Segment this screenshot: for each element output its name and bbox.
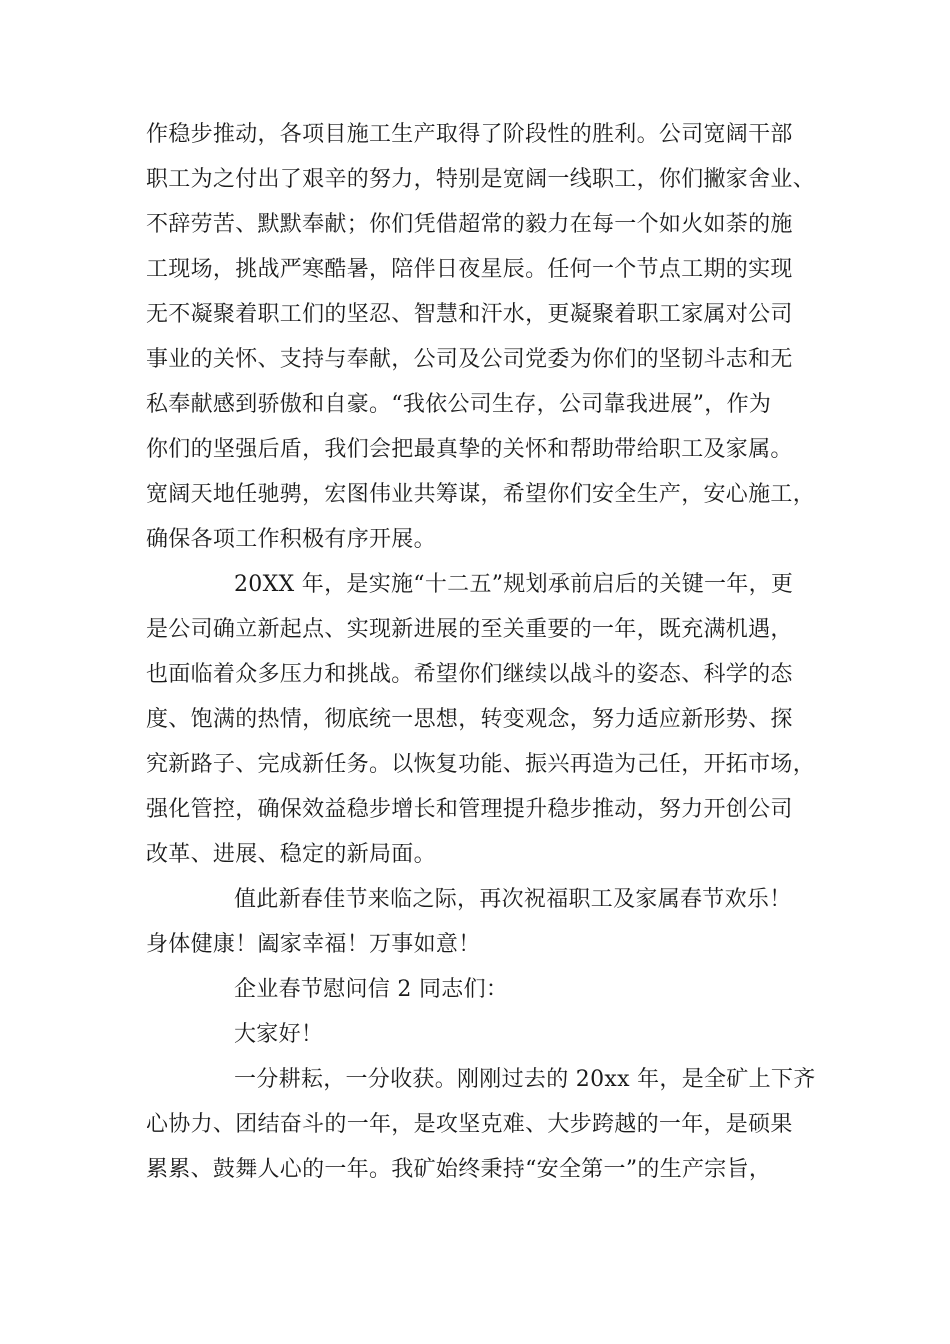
text-line: 20XX 年，是实施“十二五”规划承前启后的关键一年，更 <box>234 572 794 597</box>
text-line: 一分耕耘，一分收获。刚刚过去的 20xx 年，是全矿上下齐 <box>234 1067 816 1092</box>
paragraph-continuation <box>146 112 826 562</box>
paragraph-year-goals <box>146 562 826 877</box>
text-line: 工现场，挑战严寒酷暑，陪伴日夜星辰。任何一个节点工期的实现 <box>146 257 793 282</box>
paragraph-review <box>146 1057 826 1192</box>
text-line: 大家好！ <box>234 1022 324 1047</box>
text-line: 不辞劳苦、默默奉献；你们凭借超常的毅力在每一个如火如荼的施 <box>146 212 793 237</box>
text-line: 确保各项工作积极有序开展。 <box>146 527 436 552</box>
text-line: 宽阔天地任驰骋，宏图伟业共筹谋，希望你们安全生产，安心施工， <box>146 482 816 507</box>
text-line: 你们的坚强后盾，我们会把最真挚的关怀和帮助带给职工及家属。 <box>146 437 793 462</box>
text-line: 究新路子、完成新任务。以恢复功能、振兴再造为己任，开拓市场， <box>146 752 816 777</box>
text-line: 职工为之付出了艰辛的努力，特别是宽阔一线职工，你们撇家舍业、 <box>146 167 816 192</box>
text-line: 私奉献感到骄傲和自豪。“我依公司生存，公司靠我进展”，作为 <box>146 392 772 417</box>
text-line: 企业春节慰问信 2 同志们： <box>234 977 509 1002</box>
text-line: 强化管控，确保效益稳步增长和管理提升稳步推动，努力开创公司 <box>146 797 793 822</box>
text-line: 心协力、团结奋斗的一年，是攻坚克难、大步跨越的一年，是硕果 <box>146 1112 793 1137</box>
paragraph-greetings <box>146 877 826 967</box>
salutation <box>146 1012 826 1057</box>
letter-heading <box>146 967 826 1012</box>
text-line: 改革、进展、稳定的新局面。 <box>146 842 436 867</box>
text-line: 度、饱满的热情，彻底统一思想，转变观念，努力适应新形势、探 <box>146 707 793 732</box>
text-line: 无不凝聚着职工们的坚忍、智慧和汗水，更凝聚着职工家属对公司 <box>146 302 793 327</box>
text-line: 值此新春佳节来临之际，再次祝福职工及家属春节欢乐！ <box>234 887 792 912</box>
text-line: 累累、鼓舞人心的一年。我矿始终秉持“安全第一”的生产宗旨， <box>146 1157 772 1182</box>
text-line: 事业的关怀、支持与奉献，公司及公司党委为你们的坚韧斗志和无 <box>146 347 793 372</box>
text-line: 作稳步推动，各项目施工生产取得了阶段性的胜利。公司宽阔干部 <box>146 122 793 147</box>
text-line: 身体健康！阖家幸福！万事如意！ <box>146 932 481 957</box>
text-line: 是公司确立新起点、实现新进展的至关重要的一年，既充满机遇， <box>146 617 793 642</box>
text-line: 也面临着众多压力和挑战。希望你们继续以战斗的姿态、科学的态 <box>146 662 793 687</box>
